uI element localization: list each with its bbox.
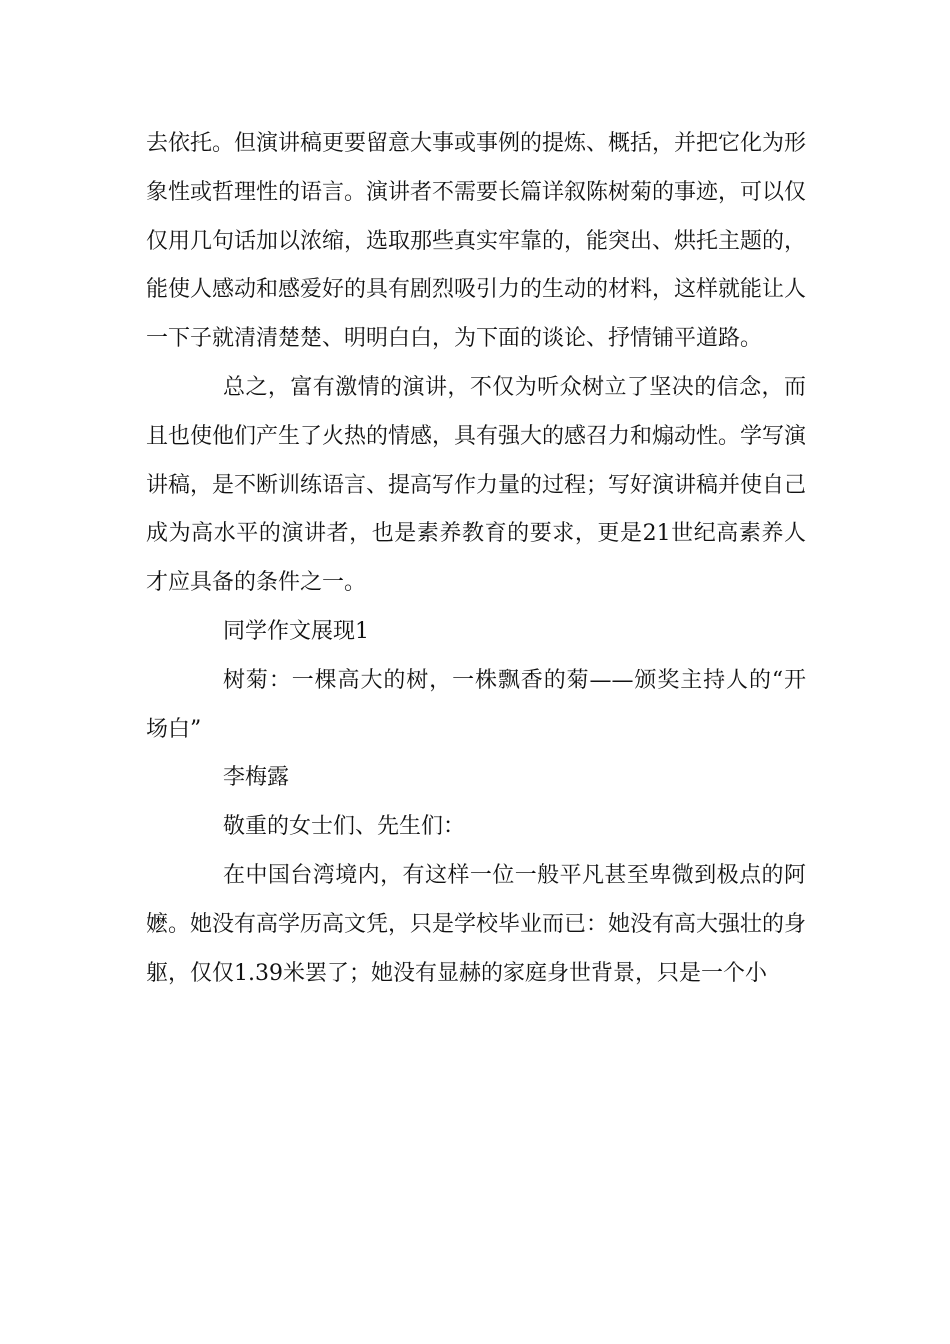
paragraph-2: 总之，富有激情的演讲，不仅为听众树立了坚决的信念，而且也使他们产生了火热的情感，具有强大的感召力和煽动性。学写演讲稿，是不断训练语言、提高写作力量的过程；写好演讲稿并使自己成为高水平的演讲者，也是素养教育的要求，更是21世纪高素养人才应具备的条件之一。	[146, 374, 807, 596]
salutation: 敬重的女士们、先生们：	[223, 814, 466, 840]
essay-title: 树菊：一棵高大的树，一株飘香的菊——颁奖主持人的“开场白”	[146, 667, 806, 742]
paragraph-body: 在中国台湾境内，有这样一位一般平凡甚至卑微到极点的阿嬷。她没有高学历高文凭，只是学校毕业而已：她没有高大强壮的身躯，仅仅1.39米罢了；她没有显赫的家庭身世背景，只是一个小	[146, 862, 807, 986]
paragraph-1: 去依托。但演讲稿更要留意大事或事例的提炼、概括，并把它化为形象性或哲理性的语言。演讲者不需要长篇详叙陈树菊的事迹，可以仅仅用几句话加以浓缩，选取那些真实牢靠的，能突出、烘托主题的，能使人感动和感爱好的具有剧烈吸引力的生动的材料，这样就能让人一下子就清清楚楚、明明白白，为下面的谈论、抒情铺平道路。	[146, 131, 807, 352]
section-heading: 同学作文展现1	[223, 618, 369, 644]
document-page	[146, 120, 806, 998]
essay-author: 李梅露	[223, 765, 290, 791]
